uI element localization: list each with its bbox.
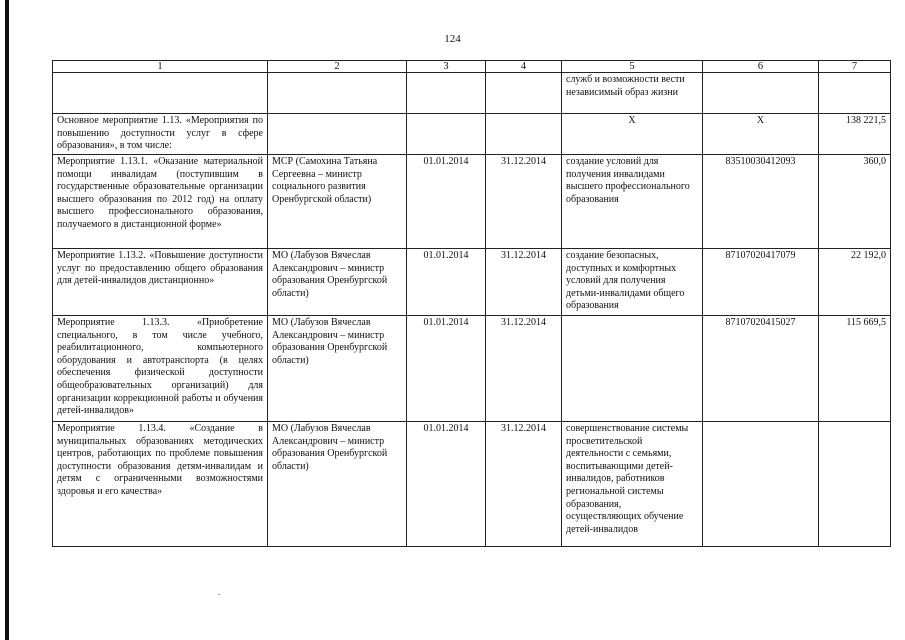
activity-cell: Мероприятие 1.13.3. «Приобретение специального, в том числе учебного, реабилитационного, компьютерного оборудования и автотранспорта (в целях обеспечения физической доступности общеобразовательных организаций) для организации коррекционной работы и обучения детей-инвалидов»: [53, 316, 268, 422]
table-row-continuation: [53, 73, 891, 114]
amount-cell: 360,0: [819, 155, 891, 249]
result-cell: создание безопасных, доступных и комфортных условий для получения детьми-инвалидами общего образования: [562, 249, 703, 316]
end-date-cell: 31.12.2014: [486, 155, 562, 249]
result-cell: совершенствование системы просветительской деятельности с семьями, воспитывающими детей-инвалидов, работников региональной системы образования, осуществляющих обучение детей-инвалидов: [562, 422, 703, 547]
column-number: 5: [562, 61, 703, 73]
budget-code-cell: 87107020417079: [703, 249, 819, 316]
budget-code-cell: [703, 422, 819, 547]
start-date-cell: 01.01.2014: [407, 249, 486, 316]
amount-cell: [819, 73, 891, 114]
executor-cell: МО (Лабузов Вячеслав Александрович – министр образования Оренбургской области): [268, 316, 407, 422]
activity-cell: Мероприятие 1.13.1. «Оказание материальной помощи инвалидам (поступившим в государственные образовательные организации высшего образования по 2012 год) на оплату высшего профессионального образования, получаемого в дистанционной форме»: [53, 155, 268, 249]
result-cell: служб и возможности вести независимый образ жизни: [562, 73, 703, 114]
end-date-cell: 31.12.2014: [486, 249, 562, 316]
activities-table: [52, 60, 891, 547]
amount-cell: [819, 422, 891, 547]
column-number: 1: [53, 61, 268, 73]
budget-code-cell: 87107020415027: [703, 316, 819, 422]
result-cell: создание условий для получения инвалидами высшего профессионального образования: [562, 155, 703, 249]
end-date-cell: 31.12.2014: [486, 316, 562, 422]
budget-code-cell: 83510030412093: [703, 155, 819, 249]
activity-cell: Основное мероприятие 1.13. «Мероприятия по повышению доступности услуг в сфере образования», в том числе:: [53, 114, 268, 155]
start-date-cell: 01.01.2014: [407, 155, 486, 249]
start-date-cell: [407, 73, 486, 114]
executor-cell: МО (Лабузов Вячеслав Александрович – министр образования Оренбургской области): [268, 249, 407, 316]
column-number-row: [53, 61, 891, 73]
executor-cell: [268, 114, 407, 155]
start-date-cell: [407, 114, 486, 155]
budget-code-cell: Х: [703, 114, 819, 155]
scan-speck: [218, 594, 220, 595]
executor-cell: [268, 73, 407, 114]
table-row-activity-1-13-3: [53, 316, 891, 422]
table-row-activity-1-13-4: [53, 422, 891, 547]
table-row-activity-1-13-1: [53, 155, 891, 249]
end-date-cell: [486, 73, 562, 114]
column-number: 4: [486, 61, 562, 73]
budget-code-cell: [703, 73, 819, 114]
table-row-activity-1-13-2: [53, 249, 891, 316]
column-number: 2: [268, 61, 407, 73]
amount-cell: 22 192,0: [819, 249, 891, 316]
column-number: 3: [407, 61, 486, 73]
executor-cell: МСР (Самохина Татьяна Сергеевна – министр социального развития Оренбургской области): [268, 155, 407, 249]
activity-cell: [53, 73, 268, 114]
start-date-cell: 01.01.2014: [407, 422, 486, 547]
table-row-main-activity: [53, 114, 891, 155]
activity-cell: Мероприятие 1.13.4. «Создание в муниципальных образованиях методических центров, работающих по проблеме повышения доступности образования детям-инвалидам и детям с ограниченными возможностями здоровья и его качества»: [53, 422, 268, 547]
amount-cell: 115 669,5: [819, 316, 891, 422]
column-number: 6: [703, 61, 819, 73]
executor-cell: МО (Лабузов Вячеслав Александрович – министр образования Оренбургской области): [268, 422, 407, 547]
end-date-cell: [486, 114, 562, 155]
activity-cell: Мероприятие 1.13.2. «Повышение доступности услуг по предоставлению общего образования для детей-инвалидов дистанционно»: [53, 249, 268, 316]
amount-cell: 138 221,5: [819, 114, 891, 155]
result-cell: Х: [562, 114, 703, 155]
page-number: 124: [444, 33, 461, 45]
scan-margin-line: [5, 0, 9, 640]
start-date-cell: 01.01.2014: [407, 316, 486, 422]
column-number: 7: [819, 61, 891, 73]
result-cell: [562, 316, 703, 422]
end-date-cell: 31.12.2014: [486, 422, 562, 547]
